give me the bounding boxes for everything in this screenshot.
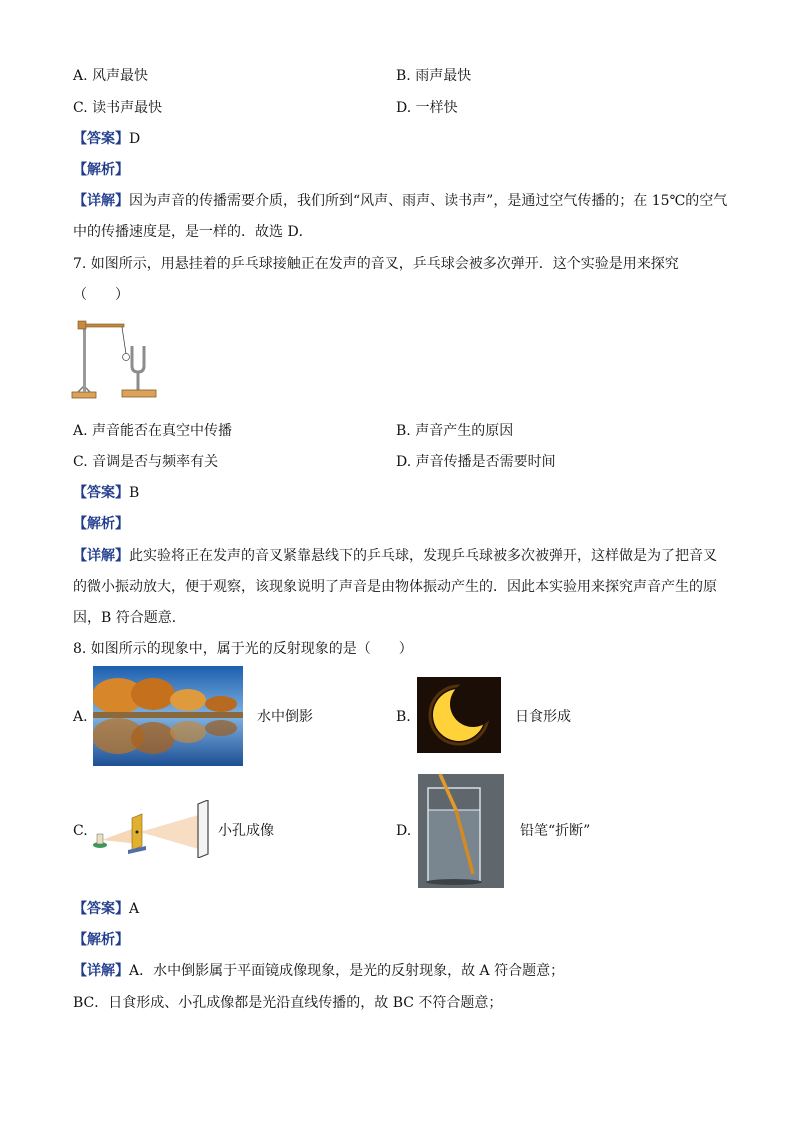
q7-answer [73,483,139,503]
q8-option-d-letter: D. [396,823,412,839]
q8-option-b-letter: B. [396,709,411,725]
q8-analysis-label: 【解析】 [73,932,129,948]
answer-label: 【答案】 [73,131,129,147]
q6-analysis-label: 【解析】 [73,162,129,178]
q7-option-a: A. 声音能否在真空中传播 [73,423,233,439]
q6-option-d: D. 一样快 [396,100,458,116]
water-reflection-image [93,666,243,766]
answer-value: A [129,901,140,917]
q7-paren: （ ） [73,287,129,303]
solar-eclipse-image [417,677,501,753]
detail-label: 【详解】 [73,193,129,209]
answer-label: 【答案】 [73,901,129,917]
q6-detail-line1 [73,191,727,211]
q7-stem: 7. 如图所示，用悬挂着的乒乓球接触正在发声的音叉，乒乓球会被多次弹开．这个实验是用来探究 [73,256,679,272]
q7-option-d: D. 声音传播是否需要时间 [396,454,556,470]
q8-answer [73,899,139,919]
pinhole-imaging-image [90,800,210,858]
q8-option-a-letter: A. [73,709,88,725]
q7-detail-line3: 因，B 符合题意． [73,610,186,626]
q6-option-a: A. 风声最快 [73,68,149,84]
q8-option-c-letter: C. [73,823,88,839]
detail-text: 因为声音的传播需要介质，我们所到“风声、雨声、读书声”，是通过空气传播的；在 15℃的空气 [129,193,728,209]
q7-option-c: C. 音调是否与频率有关 [73,454,219,470]
pencil-in-water-image [418,774,504,888]
answer-value: B [129,485,140,501]
q7-option-b: B. 声音产生的原因 [396,423,514,439]
tuning-fork-figure [70,318,170,404]
detail-text: 此实验将正在发声的音叉紧靠悬线下的乒乓球，发现乒乓球被多次被弹开，这样做是为了把音叉 [129,548,717,564]
detail-label: 【详解】 [73,548,129,564]
q8-option-c-text: 小孔成像 [218,823,274,839]
q8-option-d-text: 铅笔“折断” [520,823,591,839]
q8-option-a-text: 水中倒影 [257,709,313,725]
q6-answer [73,129,140,149]
detail-label: 【详解】 [73,963,129,979]
q8-detail-line2: BC．日食形成、小孔成像都是光沿直线传播的，故 BC 不符合题意； [73,995,503,1011]
q8-detail-line1 [73,961,564,981]
q6-detail-line2: 中的传播速度是，是一样的．故选 D． [73,224,313,240]
q8-option-b-text: 日食形成 [515,709,571,725]
q6-option-c: C. 读书声最快 [73,100,163,116]
q7-detail-line1 [73,546,717,566]
q8-stem: 8. 如图所示的现象中，属于光的反射现象的是（ ） [73,641,413,657]
q6-option-b: B. 雨声最快 [396,68,472,84]
answer-label: 【答案】 [73,485,129,501]
answer-value: D [129,131,141,147]
q7-analysis-label: 【解析】 [73,516,129,532]
q7-detail-line2: 的微小振动放大，便于观察，该现象说明了声音是由物体振动产生的．因此本实验用来探究声音产生的原 [73,579,717,595]
detail-text: A．水中倒影属于平面镜成像现象，是光的反射现象，故 A 符合题意； [129,963,565,979]
